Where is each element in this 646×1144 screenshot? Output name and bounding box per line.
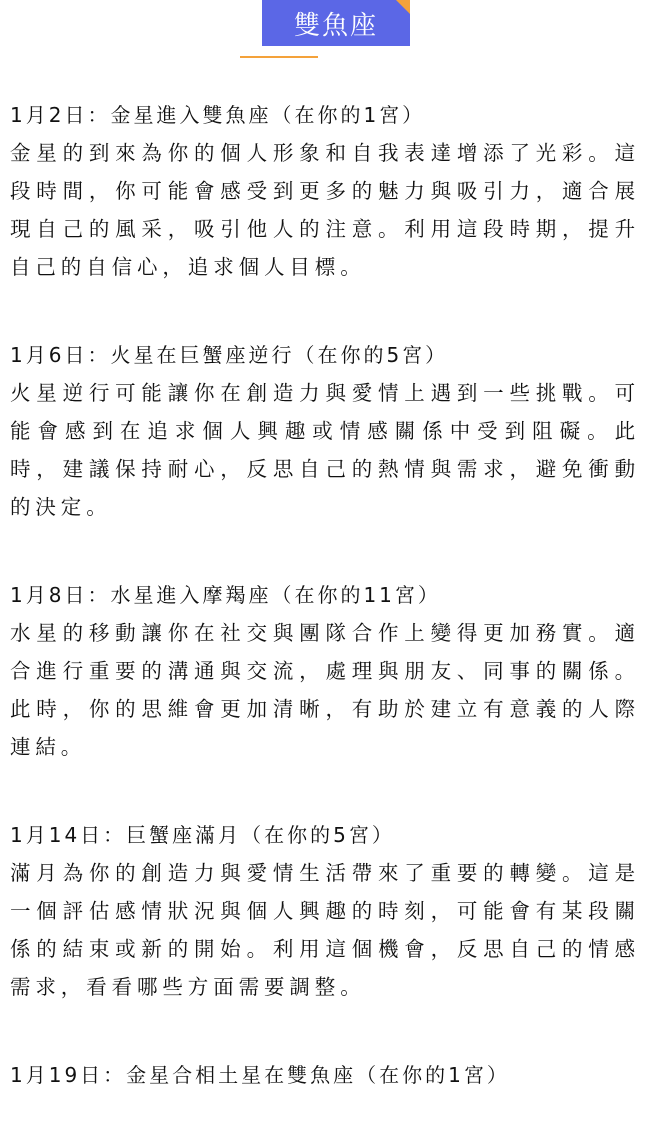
entry-heading: 1月2日：金星進入雙魚座（在你的1宮） [10,103,426,127]
entry-jan-2 [10,96,640,286]
entry-heading: 1月14日：巨蟹座滿月（在你的5宮） [10,823,395,847]
entry-body: 水星的移動讓你在社交與團隊合作上變得更加務實。適合進行重要的溝通與交流，處理與朋友、同事的關係。此時，你的思維會更加清晰，有助於建立有意義的人際連結。 [10,621,640,759]
entry-heading: 1月8日：水星進入摩羯座（在你的11宮） [10,583,441,607]
entry-jan-19 [10,1056,640,1094]
header-underline-decoration [240,56,318,58]
article-content [10,96,640,1144]
header-title-banner [262,0,410,46]
entry-body: 火星逆行可能讓你在創造力與愛情上遇到一些挑戰。可能會感到在追求個人興趣或情感關係中受到阻礙。此時，建議保持耐心，反思自己的熱情與需求，避免衝動的決定。 [10,381,640,519]
entry-heading: 1月6日：火星在巨蟹座逆行（在你的5宮） [10,343,449,367]
corner-decoration [396,0,410,14]
header [0,0,646,70]
entry-jan-14 [10,816,640,1006]
entry-body: 金星的到來為你的個人形象和自我表達增添了光彩。這段時間，你可能會感受到更多的魅力與吸引力，適合展現自己的風采，吸引他人的注意。利用這段時期，提升自己的自信心，追求個人目標。 [10,141,640,279]
page-title: 雙魚座 [293,10,378,41]
entry-jan-8 [10,576,640,766]
entry-heading: 1月19日：金星合相土星在雙魚座（在你的1宮） [10,1063,510,1087]
entry-jan-6 [10,336,640,526]
entry-body: 滿月為你的創造力與愛情生活帶來了重要的轉變。這是一個評估感情狀況與個人興趣的時刻，可能會有某段關係的結束或新的開始。利用這個機會，反思自己的情感需求，看看哪些方面需要調整。 [10,861,640,999]
